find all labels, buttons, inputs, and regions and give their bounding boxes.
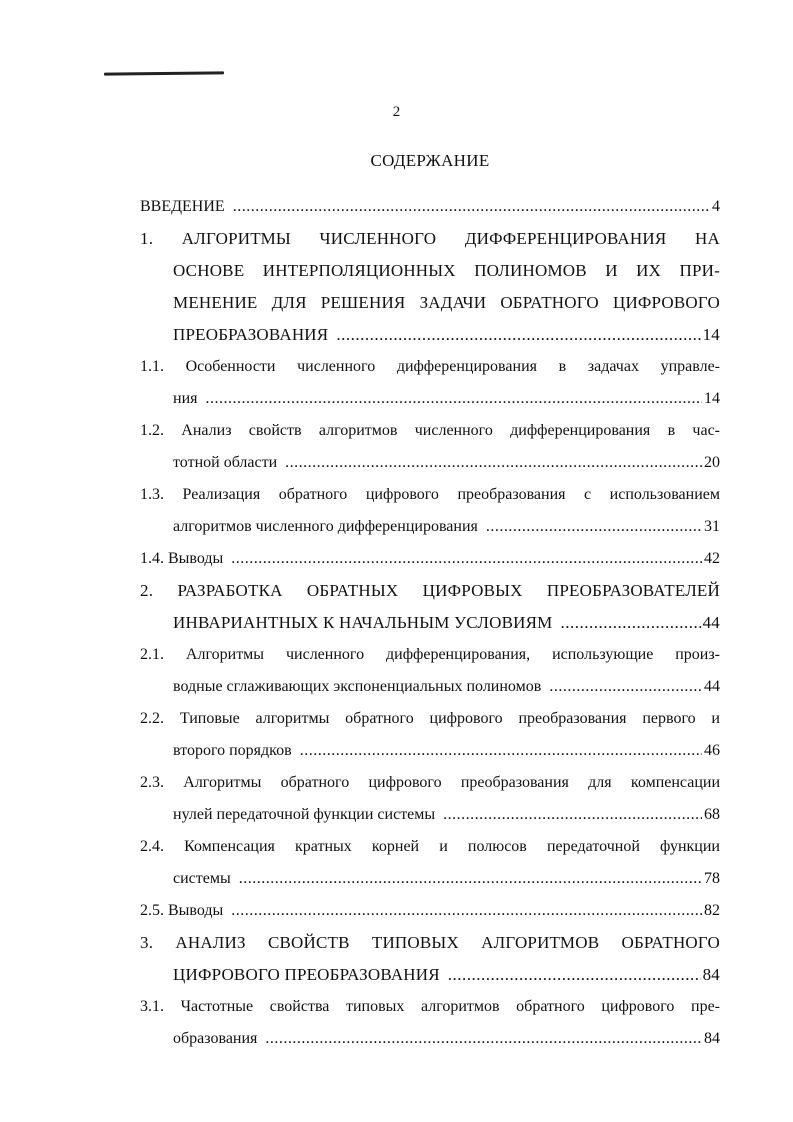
dot-leader	[443, 801, 702, 829]
toc-page-number: 4	[712, 198, 720, 215]
dot-leader	[560, 609, 700, 637]
toc-page-number: 44	[704, 678, 720, 695]
page-title: СОДЕРЖАНИЕ	[370, 151, 490, 170]
dot-leader	[233, 193, 710, 221]
toc-entry-section-2-4[interactable]	[140, 833, 720, 897]
toc-entry-text: ПРЕОБРАЗОВАНИЯ	[173, 325, 329, 344]
toc-entry-text: ВВЕДЕНИЕ	[140, 198, 225, 215]
toc-entry-text: 2. РАЗРАБОТКА ОБРАТНЫХ ЦИФРОВЫХ ПРЕОБРАЗОВАТЕЛЕЙ	[140, 581, 720, 600]
toc-page-number: 82	[704, 902, 720, 919]
table-of-contents	[140, 193, 720, 1057]
toc-page-number: 42	[704, 550, 720, 567]
toc-entry-section-1-1[interactable]	[140, 353, 720, 417]
toc-entry-section-1-3[interactable]	[140, 481, 720, 545]
dot-leader	[300, 737, 702, 765]
toc-entry-text: тотной области	[173, 454, 278, 471]
toc-entry-introduction[interactable]	[140, 193, 720, 225]
toc-entry-text: 1.2. Анализ свойств алгоритмов численного дифференцирования в час-	[140, 422, 720, 439]
toc-entry-text: ИНВАРИАНТНЫХ К НАЧАЛЬНЫМ УСЛОВИЯМ	[173, 613, 553, 632]
dot-leader	[205, 385, 702, 413]
toc-entry-text: системы	[173, 870, 231, 887]
toc-page-number: 31	[704, 518, 720, 535]
toc-entry-text: 2.2. Типовые алгоритмы обратного цифрового преобразования первого и	[140, 710, 720, 727]
toc-entry-section-1-4[interactable]	[140, 545, 720, 577]
dot-leader	[285, 449, 702, 477]
toc-entry-text: 3. АНАЛИЗ СВОЙСТВ ТИПОВЫХ АЛГОРИТМОВ ОБРАТНОГО	[140, 933, 720, 952]
dot-leader	[336, 321, 700, 349]
toc-entry-text: ЦИФРОВОГО ПРЕОБРАЗОВАНИЯ	[173, 965, 440, 984]
toc-entry-text: ния	[173, 390, 198, 407]
toc-entry-text: второго порядков	[173, 742, 292, 759]
toc-entry-text: 1.1. Особенности численного дифференцирования в задачах управле-	[140, 358, 720, 375]
toc-entry-text: водные сглаживающих экспоненциальных полиномов	[173, 678, 542, 695]
toc-page-number: 84	[704, 1030, 720, 1047]
toc-entry-chapter-2[interactable]	[140, 577, 720, 641]
toc-page-number: 78	[704, 870, 720, 887]
dot-leader	[448, 961, 701, 989]
toc-page-number: 68	[704, 806, 720, 823]
dot-leader	[549, 673, 702, 701]
toc-entry-section-2-3[interactable]	[140, 769, 720, 833]
toc-entry-text: 2.3. Алгоритмы обратного цифрового преобразования для компенсации	[140, 774, 720, 791]
dot-leader	[486, 513, 702, 541]
toc-entry-text: алгоритмов численного дифференцирования	[173, 518, 478, 535]
toc-entry-chapter-1[interactable]	[140, 225, 720, 353]
toc-entry-section-1-2[interactable]	[140, 417, 720, 481]
toc-entry-text: 2.4. Компенсация кратных корней и полюсов передаточной функции	[140, 838, 720, 855]
toc-page-number: 44	[702, 613, 720, 632]
toc-entry-section-2-5[interactable]	[140, 897, 720, 929]
toc-entry-text: 2.5. Выводы	[140, 902, 224, 919]
toc-entry-text: 1.4. Выводы	[140, 550, 224, 567]
toc-entry-chapter-3[interactable]	[140, 929, 720, 993]
toc-entry-text: нулей передаточной функции системы	[173, 806, 436, 823]
toc-entry-text: образования	[173, 1030, 258, 1047]
scan-artifact-line	[104, 71, 224, 75]
toc-page-number: 14	[704, 390, 720, 407]
toc-entry-text: 2.1. Алгоритмы численного дифференцирования, использующие произ-	[140, 646, 720, 663]
dot-leader	[239, 865, 702, 893]
toc-entry-text: 1.3. Реализация обратного цифрового преобразования с использованием	[140, 486, 720, 503]
page-number: 2	[392, 104, 401, 120]
toc-entry-text: МЕНЕНИЕ ДЛЯ РЕШЕНИЯ ЗАДАЧИ ОБРАТНОГО ЦИФРОВОГО	[173, 293, 720, 312]
toc-page-number: 84	[702, 965, 720, 984]
toc-entry-text: ОСНОВЕ ИНТЕРПОЛЯЦИОННЫХ ПОЛИНОМОВ И ИХ ПРИ-	[173, 261, 720, 280]
dot-leader	[231, 545, 702, 573]
dot-leader	[231, 897, 702, 925]
dot-leader	[265, 1025, 702, 1053]
toc-page-number: 14	[702, 325, 720, 344]
toc-entry-text: 3.1. Частотные свойства типовых алгоритмов обратного цифрового пре-	[140, 998, 720, 1015]
toc-entry-section-3-1[interactable]	[140, 993, 720, 1057]
toc-page-number: 20	[704, 454, 720, 471]
toc-entry-section-2-2[interactable]	[140, 705, 720, 769]
toc-page-number: 46	[704, 742, 720, 759]
toc-entry-text: 1. АЛГОРИТМЫ ЧИСЛЕННОГО ДИФФЕРЕНЦИРОВАНИЯ НА	[140, 229, 720, 248]
toc-entry-section-2-1[interactable]	[140, 641, 720, 705]
